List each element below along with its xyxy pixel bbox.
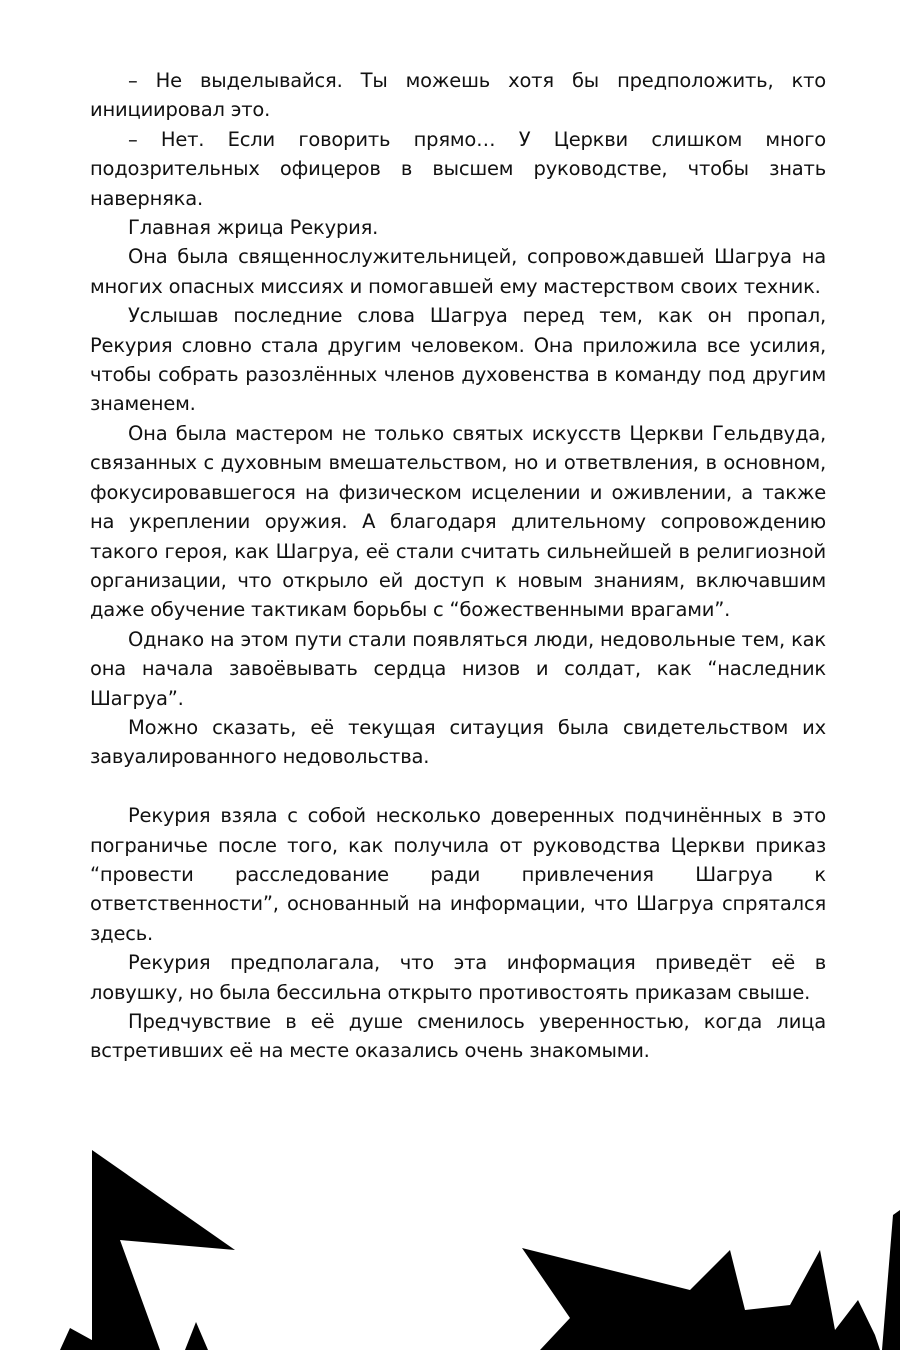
shard-mid-small [185,1322,208,1350]
shard-left-tall [92,1150,235,1350]
paragraph-6: Она была мастером не только святых искусств Церкви Гельдвуда, связанных с духовным вмешательством, но и ответвления, в основном, фокусировавшегося на физическом исцелении и оживлении, а также на укреплении оружия. А благодаря длительному сопровождению такого героя, как Шагруа, её стали считать сильнейшей в религиозной организации, что открыло ей доступ к новым знаниям, включавшим даже обучение тактикам борьбы с “божественными врагами”. [90,421,826,622]
paragraph-10: Рекурия предполагала, что эта информация приведёт её в ловушку, но была бессильна открыто противостоять приказам свыше. [90,951,826,1004]
paragraph-5: Услышав последние слова Шагруа перед тем, как он пропал, Рекурия словно стала другим человеком. Она приложила все усилия, чтобы собрать разозлённых членов духовенства в команду под другим знаменем. [90,304,826,416]
paragraph-11: Предчувствие в её душе сменилось уверенностью, когда лица встретивших её на месте оказались очень знакомыми. [90,1009,826,1063]
paragraph-7: Однако на этом пути стали появляться люди, недовольные тем, как она начала завоёвывать сердца низов и солдат, как “наследник Шагруа”. [90,627,826,710]
shard-right-mass [522,1248,880,1350]
paragraph-3: Главная жрица Рекурия. [128,216,379,240]
paragraph-2: – Нет. Если говорить прямо… У Церкви слишком много подозрительных офицеров в высшем руководстве, чтобы знать наверняка. [90,127,826,210]
paragraph-9: Рекурия взяла с собой несколько доверенных подчинённых в это пограничье после того, как получила от руководства Церкви приказ “провести расследование ради привлечения Шагруа к ответственности”, основанный на информации, что Шагруа спрятался здесь. [90,804,826,945]
paragraph-1: – Не выделывайся. Ты можешь хотя бы предположить, кто инициировал это. [90,69,826,122]
paragraph-4: Она была священнослужительницей, сопровождавшей Шагруа на многих опасных миссиях и помогавшей ему мастерством своих техник. [90,245,826,298]
page-text [90,66,826,1066]
shard-right-spike [882,1210,900,1350]
shard-left-low [60,1328,110,1350]
paragraph-8: Можно сказать, её текущая ситауция была свидетельством их завуалированного недовольства. [90,715,826,769]
